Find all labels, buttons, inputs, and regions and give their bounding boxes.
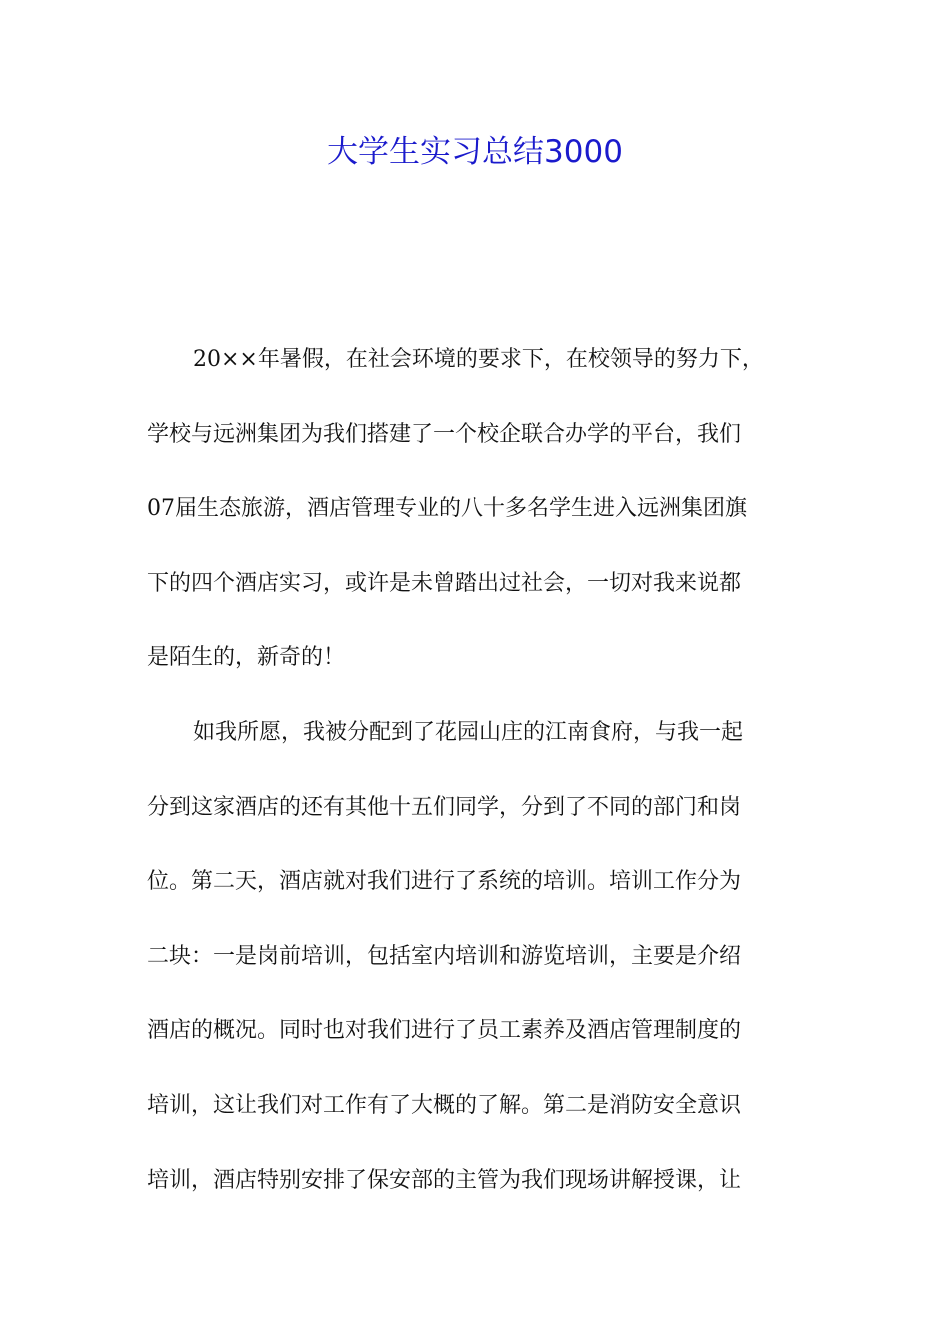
paragraph-line: 二块：一是岗前培训，包括室内培训和游览培训，主要是介绍 xyxy=(147,943,742,969)
paragraph-line: 如我所愿，我被分配到了花园山庄的江南食府，与我一起 xyxy=(193,719,744,745)
paragraph-line: 07届生态旅游，酒店管理专业的八十多名学生进入远洲集团旗 xyxy=(147,496,747,522)
paragraph-line: 酒店的概况。同时也对我们进行了员工素养及酒店管理制度的 xyxy=(147,1018,742,1044)
paragraph-line: 学校与远洲集团为我们搭建了一个校企联合办学的平台，我们 xyxy=(147,421,742,447)
paragraph-line: 是陌生的，新奇的！ xyxy=(147,645,346,671)
paragraph-line: 培训，酒店特别安排了保安部的主管为我们现场讲解授课，让 xyxy=(147,1167,742,1193)
paragraph-2 xyxy=(147,713,807,1235)
paragraph-line: 培训，这让我们对工作有了大概的了解。第二是消防安全意识 xyxy=(147,1092,742,1118)
paragraph-line: 20××年暑假，在社会环境的要求下，在校领导的努力下， xyxy=(193,347,764,372)
paragraph-line: 分到这家酒店的还有其他十五们同学，分到了不同的部门和岗 xyxy=(147,794,742,820)
paragraph-1 xyxy=(147,340,807,713)
paragraph-line: 下的四个酒店实习，或许是未曾踏出过社会，一切对我来说都 xyxy=(147,570,742,596)
document-body xyxy=(147,340,807,1235)
document-title: 大学生实习总结3000 xyxy=(327,134,623,170)
paragraph-line: 位。第二天，酒店就对我们进行了系统的培训。培训工作分为 xyxy=(147,869,742,895)
